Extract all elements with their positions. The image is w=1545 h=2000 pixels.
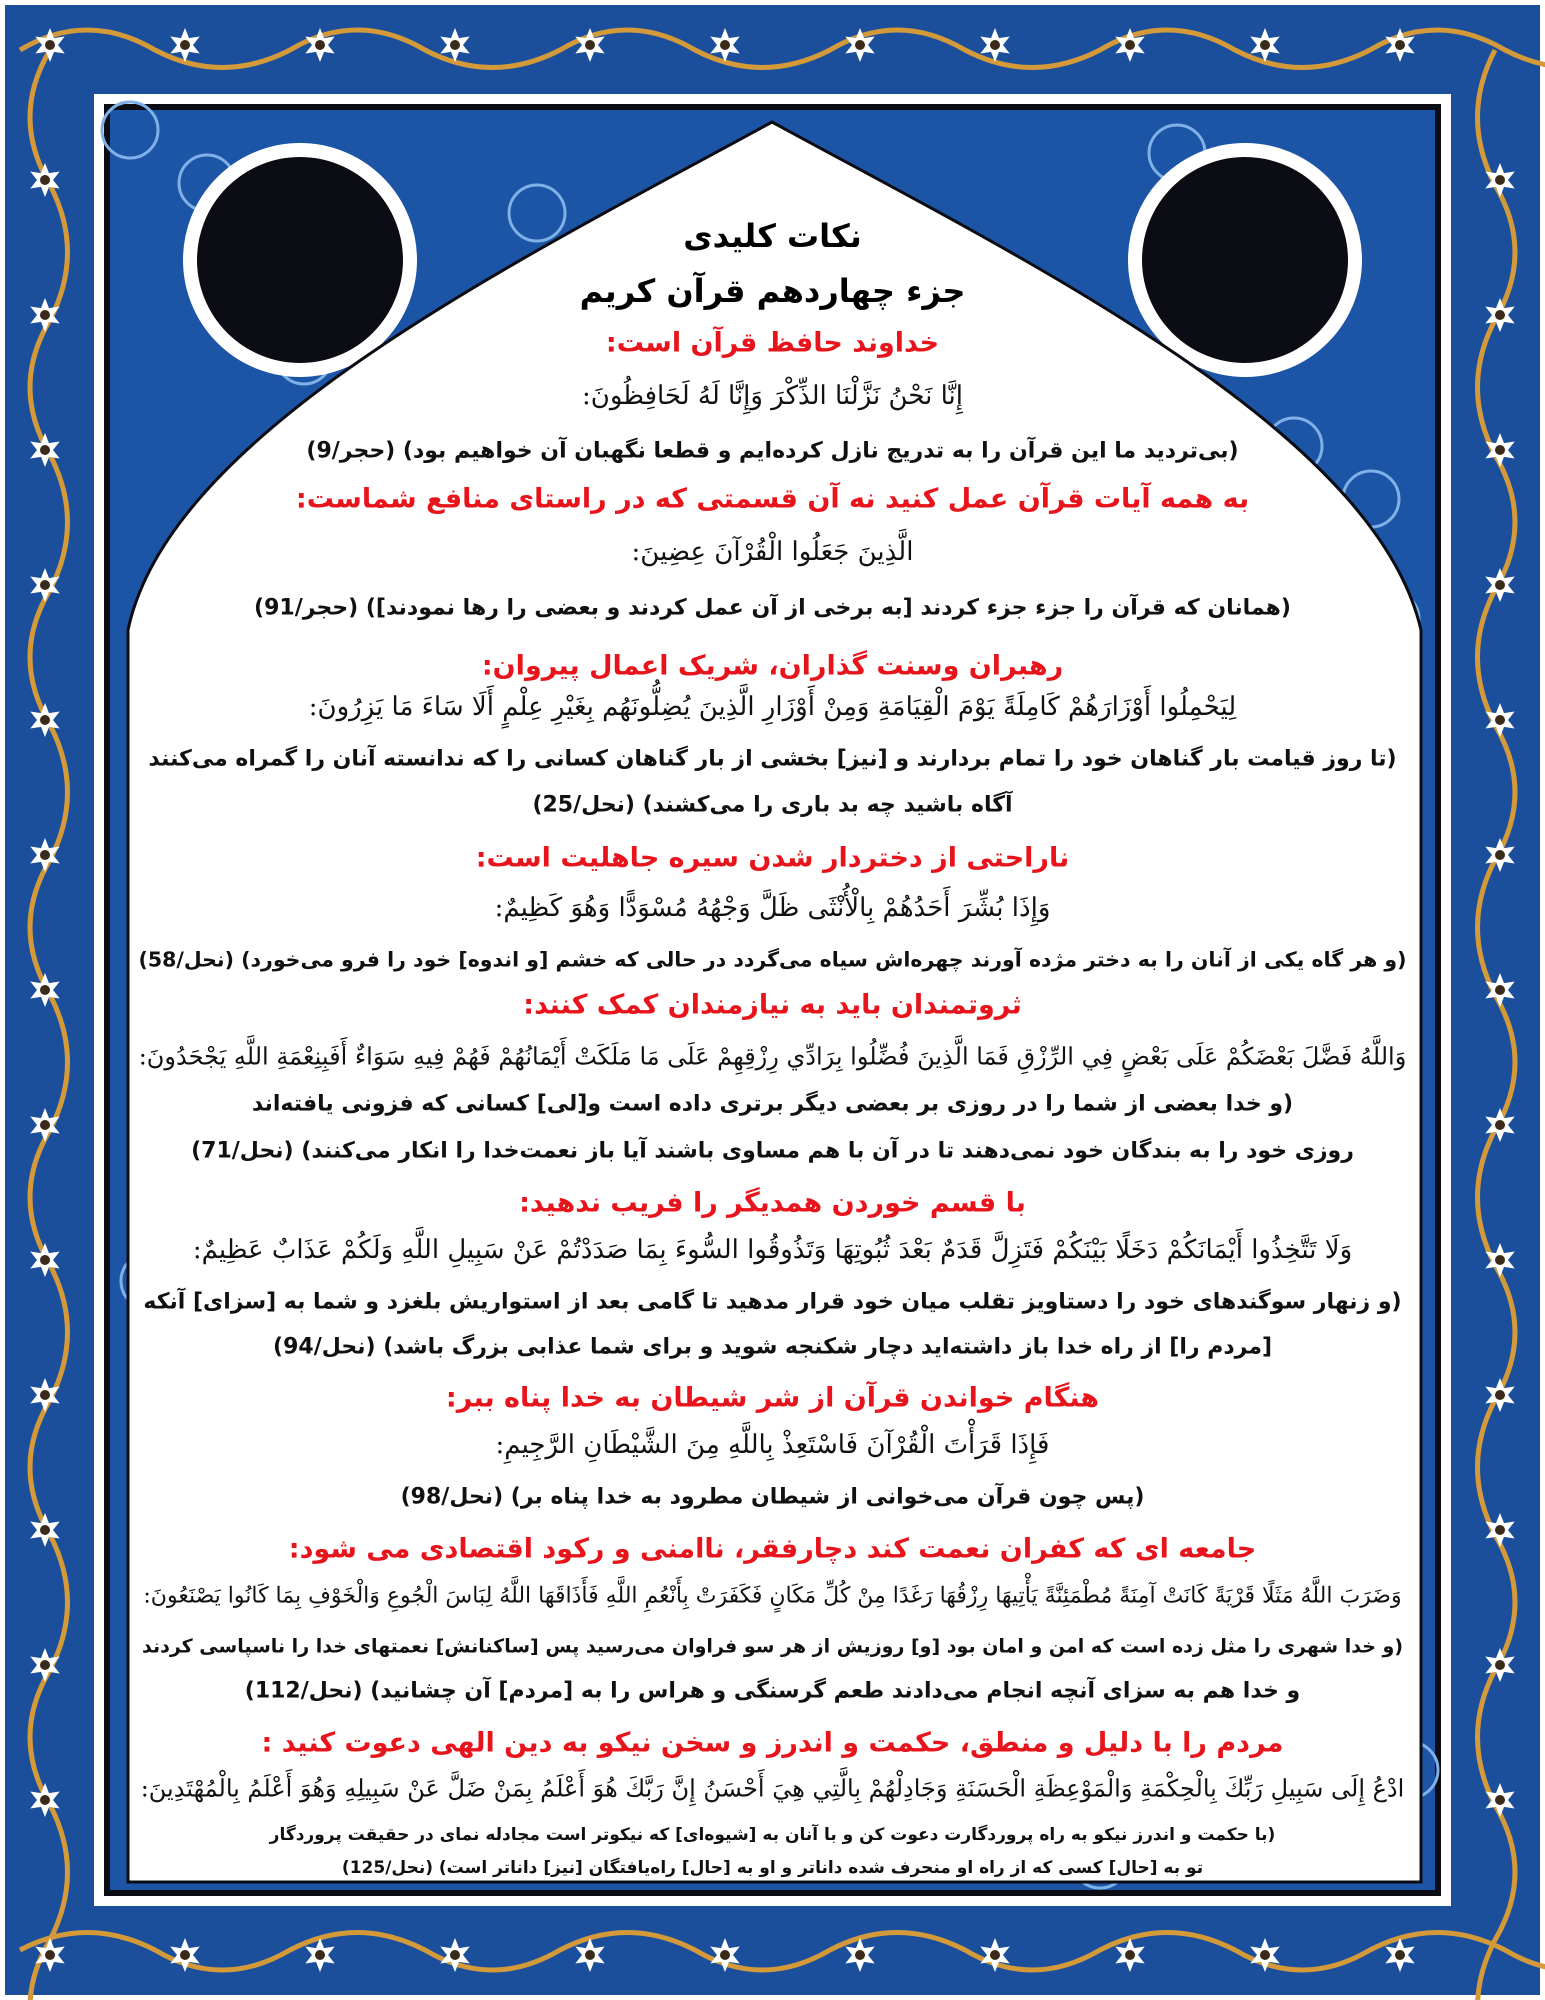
translation-text: (و خدا شهری را مثل زده است که امن و امان بود [و] روزیش از هر سو فراوان می‌رسید پس [ساکنانش] نعمتهای خدا را ناسپاسی کردند bbox=[141, 1635, 1404, 1658]
section-heading: رهبران وسنت گذاران، شریک اعمال پیروان: bbox=[481, 650, 1064, 682]
section-heading: هنگام خواندن قرآن از شر شیطان به خدا پناه ببر: bbox=[445, 1382, 1100, 1414]
title-line-2: جزء چهاردهم قرآن کریم bbox=[579, 272, 966, 311]
ayah-text: وَلَا تَتَّخِذُوا أَيْمَانَكُمْ دَخَلًا بَيْنَكُمْ فَتَزِلَّ قَدَمٌ بَعْدَ ثُبُوتِهَا وَتَذُوقُوا السُّوءَ بِمَا صَدَدْتُمْ عَنْ سَبِيلِ اللَّهِ وَلَكُمْ عَذَابٌ عَظِيمٌ: bbox=[192, 1235, 1353, 1266]
section-heading: ثروتمندان باید به نیازمندان کمک کنند: bbox=[523, 989, 1022, 1021]
translation-text: [مردم را] از راه خدا باز داشته‌اید دچار شکنجه شوید و برای شما عذابی بزرگ باشد) (نحل/94) bbox=[273, 1334, 1272, 1360]
section-heading: ناراحتی از دختردار شدن سیره جاهلیت است: bbox=[475, 842, 1070, 874]
translation-text: (و هر گاه یکی از آنان را به دختر مژده آورند چهره‌اش سیاه می‌گردد در حالی که خشم [و اندوه] خود را فرو می‌خورد) (نحل/58) bbox=[138, 947, 1407, 972]
translation-text: (و خدا بعضی از شما را در روزی بر بعضی دیگر برتری داده است و[لی] کسانی که فزونی یافته‌اند bbox=[251, 1091, 1294, 1117]
translation-text: (همانان که قرآن را جزء جزء کردند [به برخی از آن عمل کردند و بعضی را رها نمودند]) (حجر/91) bbox=[254, 595, 1291, 621]
translation-text: روزی خود را به بندگان خود نمی‌دهند تا در آن با هم مساوی باشند آیا باز نعمت‌خدا را انکار می‌کنند) (نحل/71) bbox=[191, 1138, 1354, 1164]
translation-text: (بی‌تردید ما این قرآن را به تدریج نازل کرده‌ایم و قطعا نگهبان آن خواهیم بود) (حجر/9) bbox=[306, 438, 1239, 464]
ayah-text: وَإِذَا بُشِّرَ أَحَدُهُمْ بِالْأُنْثَى ظَلَّ وَجْهُهُ مُسْوَدًّا وَهُوَ كَظِيمٌ: bbox=[494, 893, 1051, 924]
translation-text: آگاه باشید چه بد باری را می‌کشند) (نحل/25) bbox=[532, 792, 1013, 818]
section-heading: مردم را با دلیل و منطق، حکمت و اندرز و سخن نیکو به دین الهی دعوت کنید : bbox=[261, 1727, 1284, 1759]
translation-text: تو به [حال] کسی که از راه او منحرف شده داناتر و او به [حال] راه‌یافتگان [نیز] داناتر است) (نحل/125) bbox=[341, 1857, 1204, 1878]
translation-text: و خدا هم به سزای آنچه انجام می‌دادند طعم گرسنگی و هراس را به [مردم] آن چشانید) (نحل/112) bbox=[244, 1678, 1301, 1704]
section-heading: به همه آیات قرآن عمل کنید نه آن قسمتی که در راستای منافع شماست: bbox=[295, 483, 1250, 515]
ayah-text: الَّذِينَ جَعَلُوا الْقُرْآنَ عِضِينَ: bbox=[631, 537, 914, 568]
ayah-text: وَضَرَبَ اللَّهُ مَثَلًا قَرْيَةً كَانَتْ آمِنَةً مُطْمَئِنَّةً يَأْتِيهَا رِزْقُهَا رَغَدًا مِنْ كُلِّ مَكَانٍ فَكَفَرَتْ بِأَنْعُمِ اللَّهِ فَأَذَاقَهَا اللَّهُ لِبَاسَ الْجُوعِ وَالْخَوْفِ بِمَا كَانُوا يَصْنَعُونَ: bbox=[143, 1583, 1402, 1609]
ayah-text: وَاللَّهُ فَضَّلَ بَعْضَكُمْ عَلَى بَعْضٍ فِي الرِّزْقِ فَمَا الَّذِينَ فُضِّلُوا بِرَادِّي رِزْقِهِمْ عَلَى مَا مَلَكَتْ أَيْمَانُهُمْ فَهُمْ فِيهِ سَوَاءٌ أَفَبِنِعْمَةِ اللَّهِ يَجْحَدُونَ: bbox=[138, 1042, 1407, 1071]
section-heading: خداوند حافظ قرآن است: bbox=[605, 327, 940, 359]
ayah-text: إِنَّا نَحْنُ نَزَّلْنَا الذِّكْرَ وَإِنَّا لَهُ لَحَافِظُونَ: bbox=[581, 381, 964, 412]
ayah-text: فَإِذَا قَرَأْتَ الْقُرْآنَ فَاسْتَعِذْ بِاللَّهِ مِنَ الشَّيْطَانِ الرَّجِيمِ: bbox=[495, 1430, 1050, 1461]
section-heading: جامعه ای که کفران نعمت کند دچارفقر، ناامنی و رکود اقتصادی می شود: bbox=[288, 1533, 1257, 1565]
ayah-text: ادْعُ إِلَى سَبِيلِ رَبِّكَ بِالْحِكْمَةِ وَالْمَوْعِظَةِ الْحَسَنَةِ وَجَادِلْهُمْ بِالَّتِي هِيَ أَحْسَنُ إِنَّ رَبَّكَ هُوَ أَعْلَمُ بِمَنْ ضَلَّ عَنْ سَبِيلِهِ وَهُوَ أَعْلَمُ بِالْمُهْتَدِينَ: bbox=[140, 1774, 1405, 1803]
section-heading: با قسم خوردن همدیگر را فریب ندهید: bbox=[519, 1187, 1026, 1219]
translation-text: (پس چون قرآن می‌خوانی از شیطان مطرود به خدا پناه بر) (نحل/98) bbox=[400, 1484, 1145, 1510]
title-line-1: نکات کلیدی bbox=[683, 217, 862, 256]
translation-text: (با حکمت و اندرز نیکو به راه پروردگارت دعوت کن و با آنان به [شیوه‌ای] که نیکوتر است مجادله نمای در حقیقت پروردگار bbox=[269, 1824, 1276, 1845]
ayah-text: لِيَحْمِلُوا أَوْزَارَهُمْ كَامِلَةً يَوْمَ الْقِيَامَةِ وَمِنْ أَوْزَارِ الَّذِينَ يُضِلُّونَهُم بِغَيْرِ عِلْمٍ أَلَا سَاءَ مَا يَزِرُونَ: bbox=[308, 692, 1237, 723]
translation-text: (و زنهار سوگندهای خود را دستاویز تقلب میان خود قرار مدهید تا گامی بعد از استواریش بلغزد و شما به [سزای] آنکه bbox=[143, 1289, 1402, 1315]
translation-text: (تا روز قیامت بار گناهان خود را تمام بردارند و [نیز] بخشی از بار گناهان کسانی را که ندانسته آنان را گمراه می‌کنند bbox=[148, 746, 1397, 772]
